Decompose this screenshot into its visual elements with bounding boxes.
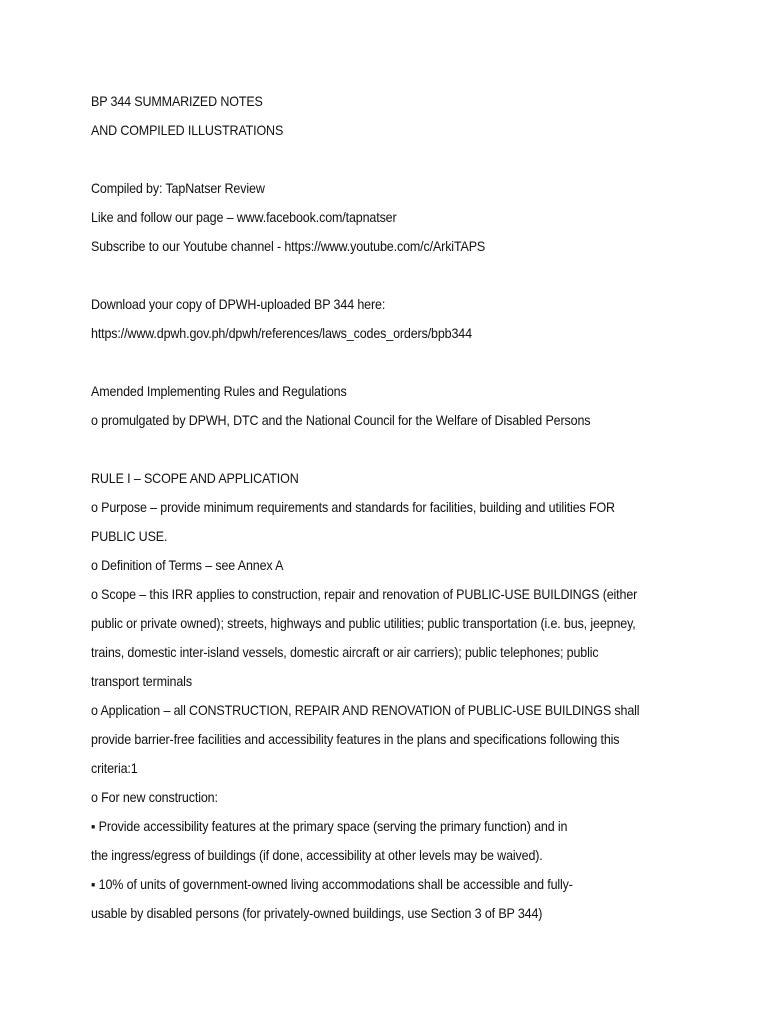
definition-text: o Definition of Terms – see Annex A (91, 558, 284, 573)
bullet-1-line-2: the ingress/egress of buildings (if done, accessibility at other levels may be waived). (91, 848, 543, 863)
compiled-by-text: Compiled by: TapNatser Review (91, 181, 265, 196)
purpose-text-line-2: PUBLIC USE. (91, 529, 168, 544)
application-text-line-1: o Application – all CONSTRUCTION, REPAIR AND RENOVATION of PUBLIC-USE BUILDINGS shall (91, 703, 640, 718)
irr-note: o promulgated by DPWH, DTC and the National Council for the Welfare of Disabled Persons (91, 413, 591, 428)
new-construction-heading: o For new construction: (91, 790, 218, 805)
irr-heading: Amended Implementing Rules and Regulations (91, 384, 347, 399)
purpose-text-line-1: o Purpose – provide minimum requirements and standards for facilities, building and utilities FOR (91, 500, 615, 515)
bullet-1-line-1: ▪ Provide accessibility features at the primary space (serving the primary function) and in (91, 819, 568, 834)
scope-text-line-3: trains, domestic inter-island vessels, domestic aircraft or air carriers); public telephones; public (91, 645, 599, 660)
facebook-text: Like and follow our page – www.facebook.com/tapnatser (91, 210, 397, 225)
download-label: Download your copy of DPWH-uploaded BP 344 here: (91, 297, 386, 312)
scope-text-line-1: o Scope – this IRR applies to construction, repair and renovation of PUBLIC-USE BUILDINGS (either (91, 587, 638, 602)
bullet-2-line-2: usable by disabled persons (for privately-owned buildings, use Section 3 of BP 344) (91, 906, 543, 921)
bullet-2-line-1: ▪ 10% of units of government-owned living accommodations shall be accessible and fully- (91, 877, 573, 892)
download-url: https://www.dpwh.gov.ph/dpwh/references/laws_codes_orders/bpb344 (91, 326, 472, 341)
title-line-2: AND COMPILED ILLUSTRATIONS (91, 123, 284, 138)
scope-text-line-4: transport terminals (91, 674, 192, 689)
title-line-1: BP 344 SUMMARIZED NOTES (91, 94, 263, 109)
application-text-line-3: criteria:1 (91, 761, 138, 776)
scope-text-line-2: public or private owned); streets, highways and public utilities; public transportation (i.e. bus, jeepney, (91, 616, 636, 631)
rule-1-heading: RULE I – SCOPE AND APPLICATION (91, 471, 299, 486)
youtube-text: Subscribe to our Youtube channel - https://www.youtube.com/c/ArkiTAPS (91, 239, 486, 254)
application-text-line-2: provide barrier-free facilities and accessibility features in the plans and specifications following this (91, 732, 620, 747)
